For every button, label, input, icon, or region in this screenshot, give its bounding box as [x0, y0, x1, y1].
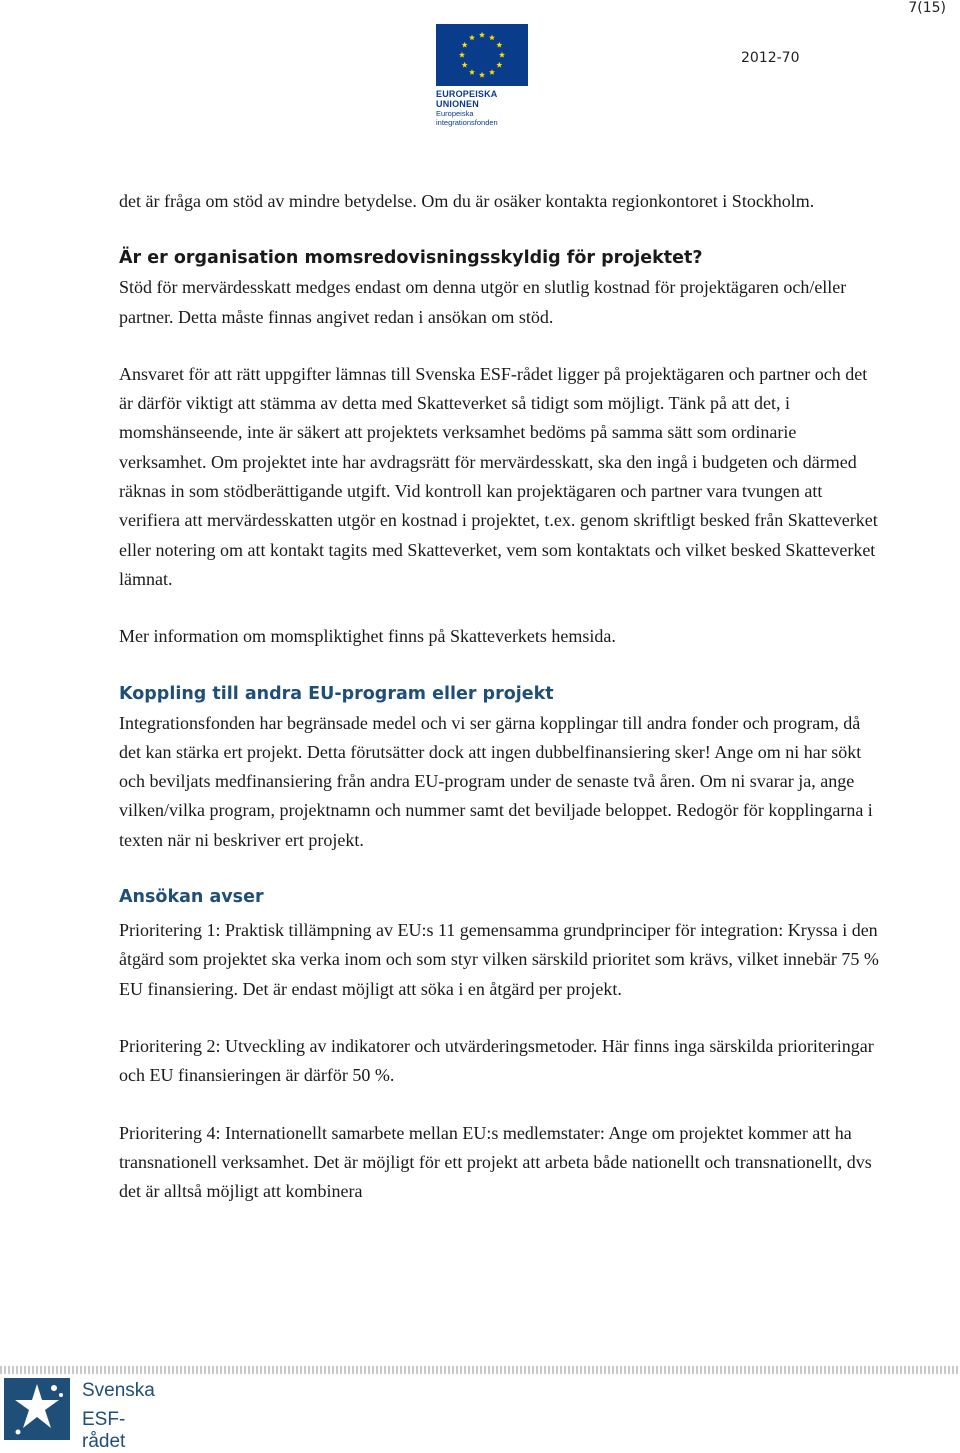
star-figure-icon [4, 1378, 74, 1440]
eu-star [496, 42, 502, 48]
eu-star [462, 42, 468, 48]
eu-star [479, 32, 485, 38]
paragraph: Stöd för mervärdesskatt medges endast om denna utgör en slutlig kostnad för projektägaren och/eller partner. Detta måste finnas angivet redan i ansökan om stöd. [119, 277, 847, 327]
eu-logo [436, 24, 534, 127]
eu-star [496, 62, 502, 68]
heading-koppling: Koppling till andra EU-program eller projekt [119, 683, 554, 704]
esf-logo [4, 1378, 164, 1452]
eu-flag-icon [436, 24, 528, 86]
paragraph: Prioritering 2: Utveckling av indikatorer och utvärderingsmetoder. Här finns inga särskilda prioriteringar och EU finansieringen är därför 50 %. [119, 1035, 874, 1086]
paragraph: Prioritering 1: Praktisk tillämpning av EU:s 11 gemensamma grundprinciper för integration: Kryssa i den åtgärd som projektet ska verka inom och som styr vilken särskild prioritet som krävs, vilket innebär 75 % EU finansiering. Det är endast möjligt att söka i en åtgärd per projekt. [119, 920, 879, 999]
esf-logo-line2: ESF-rådet [82, 1409, 126, 1452]
eu-star [462, 62, 468, 68]
esf-logo-line1: Svenska [82, 1380, 155, 1401]
heading-moms: Är er organisation momsredovisningsskyldig för projektet? [119, 248, 703, 269]
paragraph: Prioritering 4: Internationellt samarbete mellan EU:s medlemstater: Ange om projektet kommer att ha transnationell verksamhet. Det är möjligt för ett projekt att arbeta både nationellt och transnationellt, dvs det är alltså möjligt att kombinera [119, 1122, 872, 1202]
footer-divider [0, 1366, 960, 1374]
eu-star [459, 52, 465, 58]
document-reference: 2012-70 [741, 50, 800, 66]
page-number: 7(15) [908, 0, 946, 16]
eu-star [489, 69, 495, 75]
document-body [119, 187, 879, 1206]
paragraph: Mer information om momspliktighet finns på Skatteverkets hemsida. [119, 626, 616, 647]
paragraph: det är fråga om stöd av mindre betydelse. Om du är osäker kontakta regionkontoret i Stockholm. [119, 191, 815, 211]
heading-ansokan: Ansökan avser [119, 887, 264, 908]
eu-star [489, 34, 495, 40]
eu-star [479, 72, 485, 78]
eu-star [499, 52, 505, 58]
eu-logo-subtitle: Europeiska integrationsfonden [436, 109, 498, 127]
paragraph: Integrationsfonden har begränsade medel och vi ser gärna kopplingar till andra fonder och program, då det kan stärka ert projekt. Detta förutsätter dock att ingen dubbelfinansiering sker! Ange om ni har sökt och beviljats medfinansiering från andra EU-program under de senaste två åren. Om ni svarar ja, ange vilken/vilka program, projektnamn och nummer samt det beviljade beloppet. Redogör för kopplingarna i texten när ni beskriver ert projekt. [119, 712, 873, 850]
eu-star [469, 34, 475, 40]
paragraph: Ansvaret för att rätt uppgifter lämnas till Svenska ESF-rådet ligger på projektägaren och partner och det är därför viktigt att stämma av detta med Skatteverket så tidigt som möjligt. Tänk på att det, i momshänseende, inte är säkert att projektets verksamhet bedöms på samma sätt som ordinarie verksamhet. Om projektet inte har avdragsrätt för mervärdesskatt, ska den ingå i budgeten och därmed räknas in som stödberättigande utgift. Vid kontroll kan projektägaren och partner vara tvungen att verifiera att mervärdesskatten utgör en kostnad i projektet, t.ex. genom skriftligt besked från Skatteverket eller notering om att kontakt tagits med Skatteverket, vem som kontaktats och vilket besked Skatteverket lämnat. [119, 363, 878, 589]
eu-logo-title: EUROPEISKA UNIONEN [436, 89, 498, 109]
eu-star [469, 69, 475, 75]
